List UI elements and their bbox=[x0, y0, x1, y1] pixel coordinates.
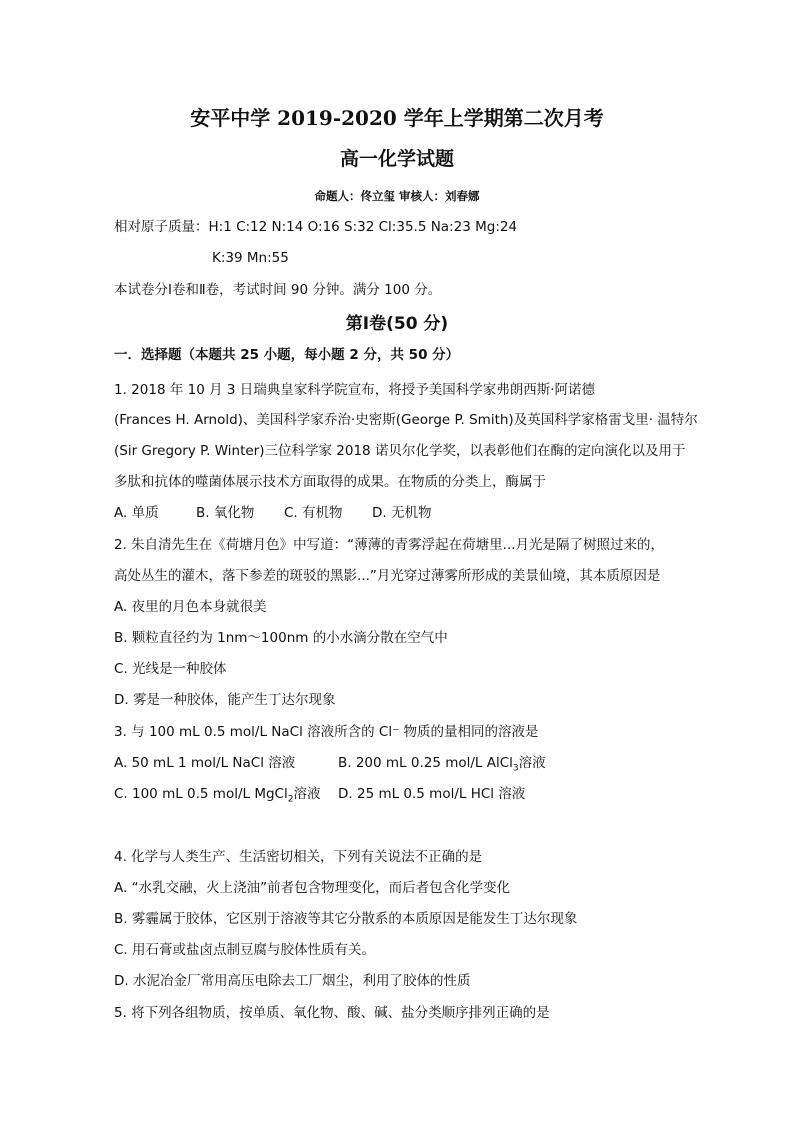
q1-option-a: A. 单质 bbox=[114, 505, 159, 521]
q3-option-b: B. 200 mL 0.25 mol/L AlCl$_3$溶液 bbox=[338, 755, 546, 774]
q2-option-b: B. 颗粒直径约为 1nm～100nm 的小水滴分散在空气中 bbox=[114, 630, 448, 646]
q2-line-2: 高处丛生的灌木，落下参差的斑驳的黑影...”月光穿过薄雾所形成的美景仙境，其本质原因是 bbox=[114, 568, 661, 584]
q1-line-2: (Frances H. Arnold)、美国科学家乔治·史密斯(George P. Smith)及英国科学家格雷戈里· 温特尔 bbox=[114, 412, 698, 428]
q2-option-c: C. 光线是一种胶体 bbox=[114, 661, 227, 677]
q4-option-c: C. 用石膏或盐卤点制豆腐与胶体性质有关。 bbox=[114, 942, 376, 958]
q1-option-d: D. 无机物 bbox=[372, 505, 432, 521]
q3-option-c: C. 100 mL 0.5 mol/L MgCl$_2$溶液 bbox=[114, 786, 321, 805]
q3-option-a: A. 50 mL 1 mol/L NaCl 溶液 bbox=[114, 755, 296, 771]
q1-line-1: 1. 2018 年 10 月 3 日瑞典皇家科学院宣布，将授予美国科学家弗朗西斯·阿诺德 bbox=[114, 382, 596, 398]
author-line: 命题人：佟立玺 审核人：刘春娜 bbox=[314, 189, 480, 203]
q3-stem: 3. 与 100 mL 0.5 mol/L NaCl 溶液所含的 Cl⁻ 物质的量相同的溶液是 bbox=[114, 724, 539, 740]
exam-instructions: 本试卷分Ⅰ卷和Ⅱ卷，考试时间 90 分钟。满分 100 分。 bbox=[114, 282, 442, 298]
q1-option-c: C. 有机物 bbox=[284, 505, 343, 521]
q1-line-3: (Sir Gregory P. Winter)三位科学家 2018 诺贝尔化学奖，以表彰他们在酶的定向演化以及用于 bbox=[114, 443, 686, 459]
section-title: 第Ⅰ卷(50 分) bbox=[345, 314, 449, 334]
exam-subtitle: 高一化学试题 bbox=[339, 148, 454, 170]
q1-option-b: B. 氧化物 bbox=[196, 505, 255, 521]
q2-line-1: 2. 朱自清先生在《荷塘月色》中写道：“薄薄的青雾浮起在荷塘里...月光是隔了树照过来的， bbox=[114, 537, 665, 553]
q4-stem: 4. 化学与人类生产、生活密切相关，下列有关说法不正确的是 bbox=[114, 849, 483, 865]
atomic-mass-line-2: K:39 Mn:55 bbox=[212, 250, 289, 266]
q4-option-d: D. 水泥冶金厂常用高压电除去工厂烟尘，利用了胶体的性质 bbox=[114, 973, 471, 989]
q3-option-d: D. 25 mL 0.5 mol/L HCl 溶液 bbox=[338, 786, 526, 802]
exam-title: 安平中学 2019-2020 学年上学期第二次月考 bbox=[190, 106, 604, 130]
part-heading: 一．选择题（本题共 25 小题，每小题 2 分，共 50 分） bbox=[114, 347, 460, 363]
q2-option-d: D. 雾是一种胶体，能产生丁达尔现象 bbox=[114, 692, 336, 708]
q4-option-a: A. “水乳交融，火上浇油”前者包含物理变化，而后者包含化学变化 bbox=[114, 880, 511, 896]
q4-option-b: B. 雾霾属于胶体，它区别于溶液等其它分散系的本质原因是能发生丁达尔现象 bbox=[114, 911, 578, 927]
q5-stem: 5. 将下列各组物质，按单质、氧化物、酸、碱、盐分类顺序排列正确的是 bbox=[114, 1005, 550, 1021]
q1-line-4: 多肽和抗体的噬菌体展示技术方面取得的成果。在物质的分类上，酶属于 bbox=[114, 474, 546, 490]
atomic-mass-line-1: 相对原子质量：H:1 C:12 N:14 O:16 S:32 Cl:35.5 Na:23 Mg:24 bbox=[114, 219, 518, 235]
q2-option-a: A. 夜里的月色本身就很美 bbox=[114, 599, 267, 615]
